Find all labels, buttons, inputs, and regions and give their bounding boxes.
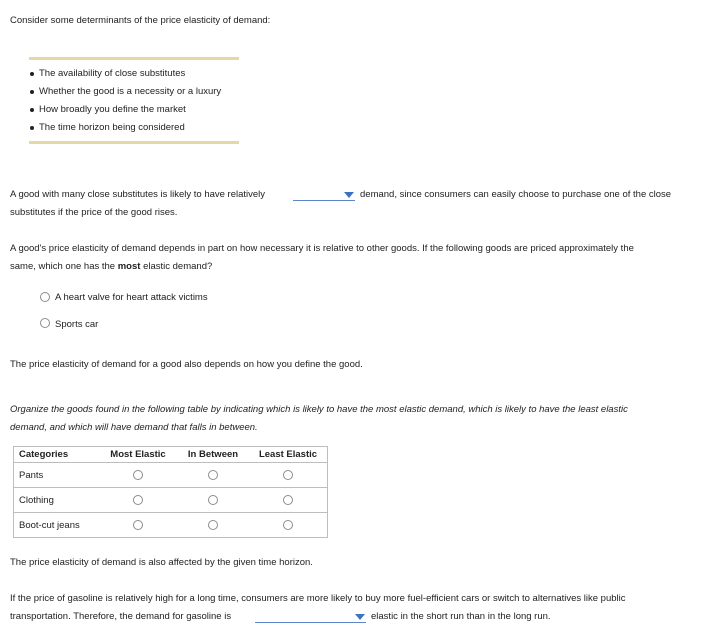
clothing-most-elastic-radio[interactable] — [133, 495, 143, 505]
table-row — [14, 488, 328, 513]
header-in-between: In Between — [177, 447, 249, 463]
clothing-in-between-radio[interactable] — [208, 495, 218, 505]
determinants-box — [29, 57, 239, 144]
bullet-icon — [30, 126, 34, 130]
radio-sports-car[interactable] — [40, 318, 50, 328]
header-least-elastic: Least Elastic — [249, 447, 328, 463]
jeans-in-between-radio[interactable] — [208, 520, 218, 530]
table-row — [14, 513, 328, 538]
q1-text-after: demand, since consumers can easily choose to purchase one of the close — [360, 189, 672, 200]
clothing-least-elastic-radio[interactable] — [283, 495, 293, 505]
q3-text-before: transportation. Therefore, the demand for gasoline is — [10, 611, 232, 622]
determinants-list — [29, 68, 221, 140]
q2-text-line1: A good's price elasticity of demand depends in part on how necessary it is relative to other goods. If the following goods are priced approximately the — [10, 243, 634, 254]
q3-text-line1: If the price of gasoline is relatively high for a long time, consumers are more likely to buy more fuel-efficient cars or switch to alternatives like public — [10, 593, 626, 604]
time-note: The price elasticity of demand is also affected by the given time horizon. — [10, 557, 313, 568]
row-label-clothing: Clothing — [14, 488, 100, 513]
intro-text: Consider some determinants of the price elasticity of demand: — [10, 15, 271, 26]
header-categories: Categories — [14, 447, 100, 463]
header-most-elastic: Most Elastic — [99, 447, 177, 463]
table-header-row — [14, 447, 328, 463]
row-label-boot-cut-jeans: Boot-cut jeans — [14, 513, 100, 538]
q1-text-line2: substitutes if the price of the good rises. — [10, 207, 178, 218]
list-item: The time horizon being considered — [29, 122, 221, 140]
jeans-most-elastic-radio[interactable] — [133, 520, 143, 530]
table-row — [14, 463, 328, 488]
option-sports-car-label[interactable]: Sports car — [55, 319, 99, 330]
chevron-down-icon — [355, 614, 365, 620]
table-intro-line1: Organize the goods found in the following table by indicating which is likely to have the most elastic demand, which is likely to have the least elastic — [10, 404, 628, 415]
top-rule — [29, 57, 239, 60]
q3-text-after: elastic in the short run than in the long run. — [371, 611, 551, 622]
list-item: The availability of close substitutes — [29, 68, 221, 86]
emphasis-most: most — [117, 261, 141, 272]
q2-text-line2: same, which one has the most elastic demand? — [10, 261, 213, 272]
q3-elasticity-dropdown[interactable] — [255, 610, 366, 623]
row-label-pants: Pants — [14, 463, 100, 488]
q1-elasticity-dropdown[interactable] — [293, 188, 355, 201]
table-intro-line2: demand, and which will have demand that falls in between. — [10, 422, 258, 433]
list-item: Whether the good is a necessity or a luxury — [29, 86, 221, 104]
chevron-down-icon — [344, 192, 354, 198]
market-note: The price elasticity of demand for a good also depends on how you define the good. — [10, 359, 363, 370]
jeans-least-elastic-radio[interactable] — [283, 520, 293, 530]
pants-least-elastic-radio[interactable] — [283, 470, 293, 480]
pants-in-between-radio[interactable] — [208, 470, 218, 480]
bullet-icon — [30, 90, 34, 94]
q1-text-before: A good with many close substitutes is likely to have relatively — [10, 189, 266, 200]
pants-most-elastic-radio[interactable] — [133, 470, 143, 480]
bullet-icon — [30, 108, 34, 112]
radio-heart-valve[interactable] — [40, 292, 50, 302]
bottom-rule — [29, 141, 239, 144]
option-heart-valve-label[interactable]: A heart valve for heart attack victims — [55, 292, 208, 303]
list-item: How broadly you define the market — [29, 104, 221, 122]
elasticity-table — [13, 446, 328, 538]
bullet-icon — [30, 72, 34, 76]
